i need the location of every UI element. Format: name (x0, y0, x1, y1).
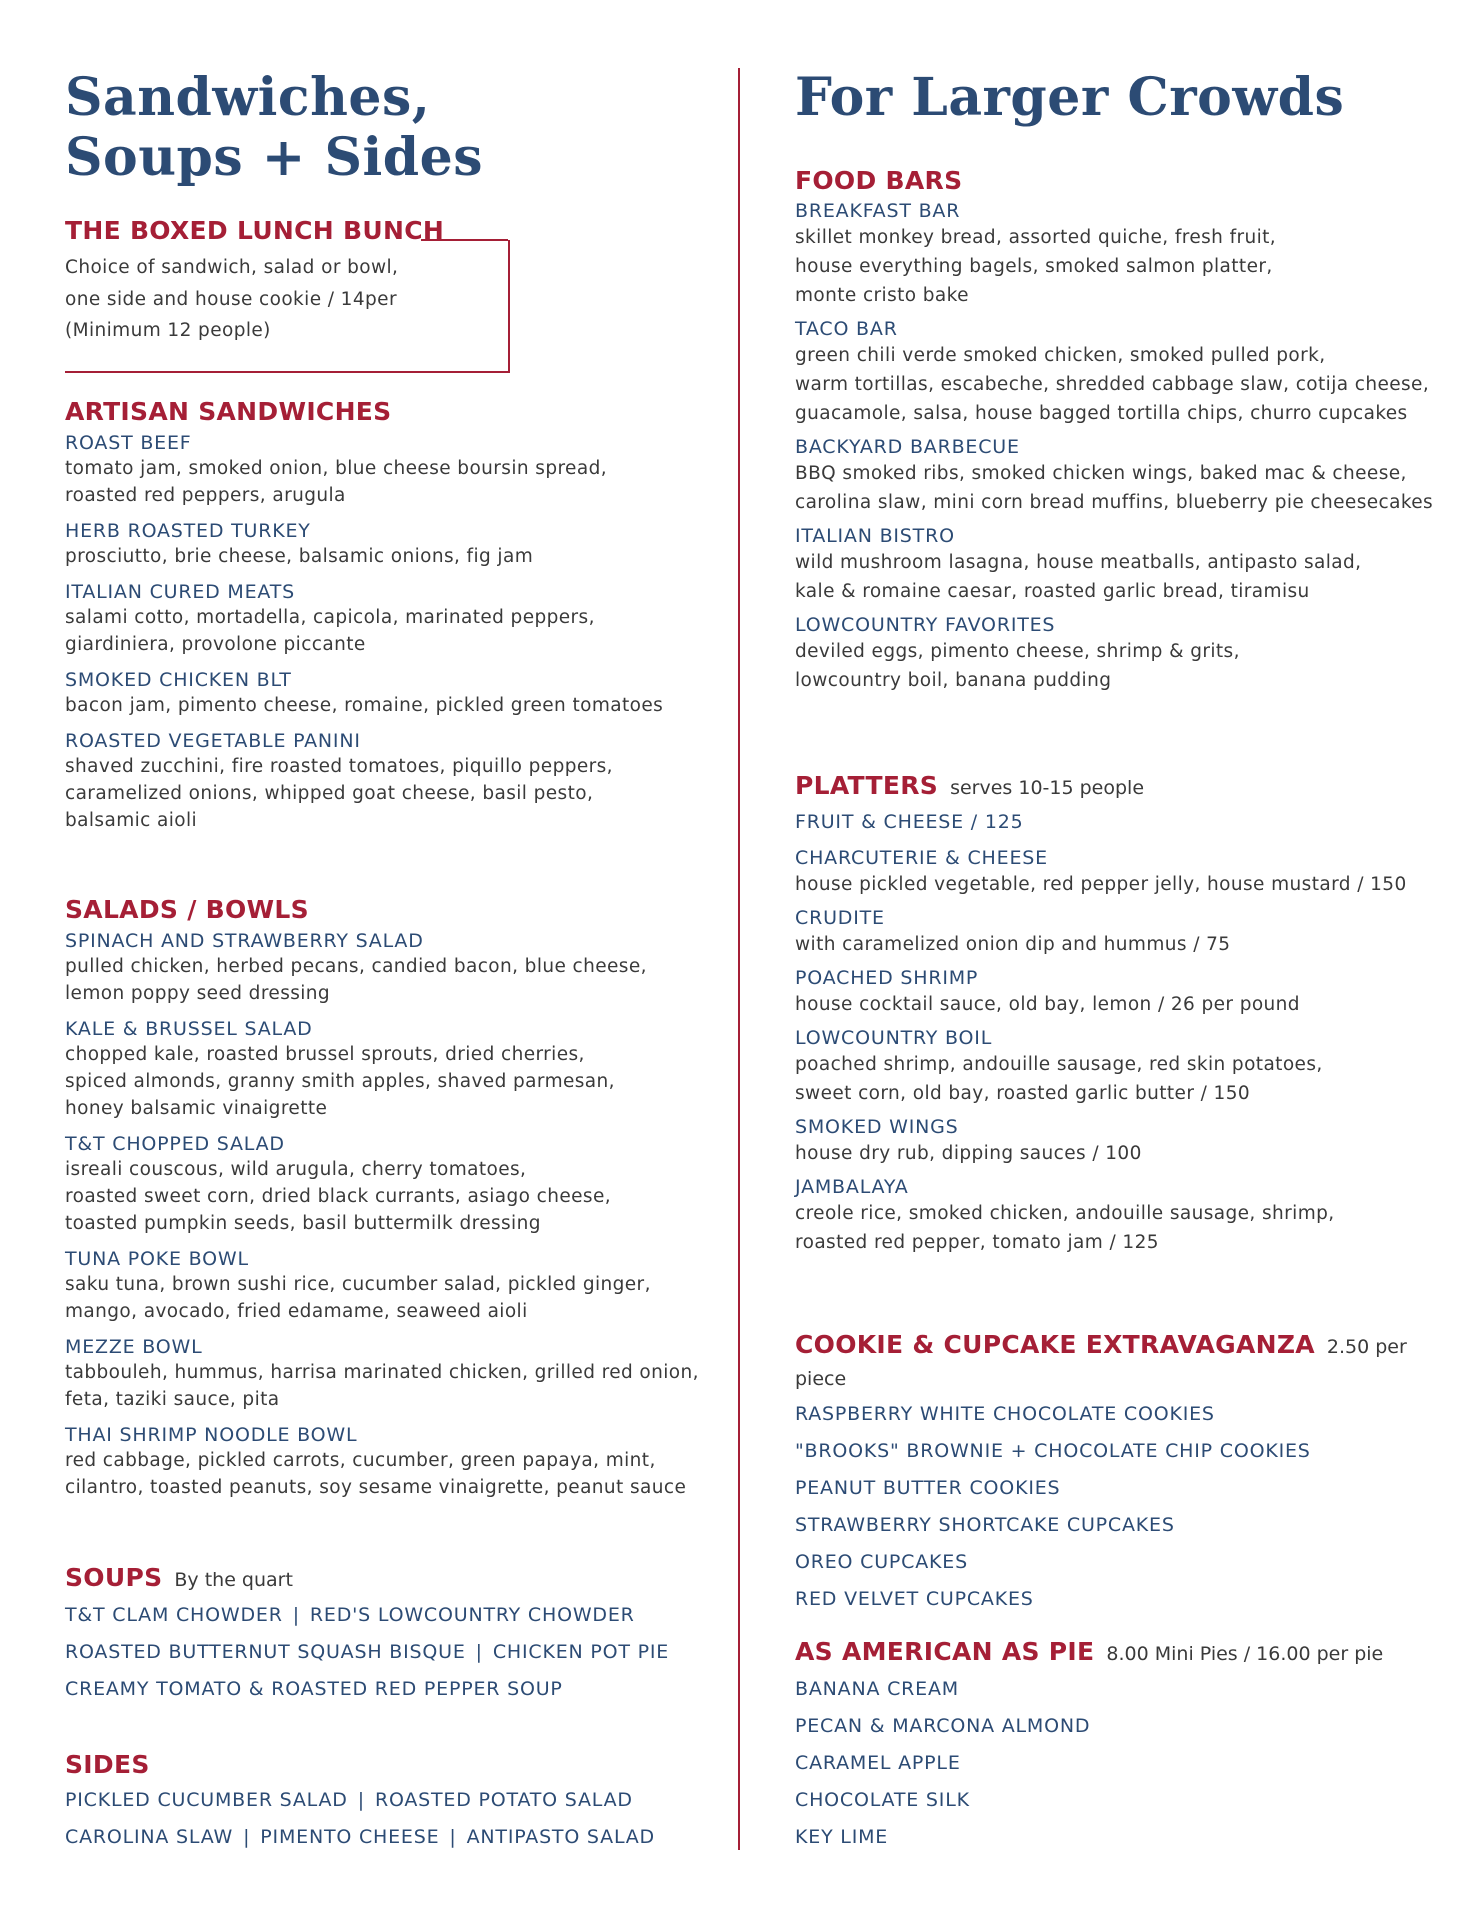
separator: | (475, 1641, 483, 1663)
cookie-item: PEANUT BUTTER COOKIES (795, 1477, 1061, 1499)
item-description: roasted red peppers, arugula (65, 485, 346, 506)
page-title-right (795, 68, 1344, 128)
menu-item (795, 1115, 1407, 1168)
item-description: kale & romaine caesar, roasted garlic bread, tiramisu (795, 581, 1310, 602)
item-name: ROASTED VEGETABLE PANINI (65, 730, 361, 752)
menu-item (65, 668, 663, 719)
soups-line (65, 1597, 669, 1634)
menu-item (65, 519, 663, 570)
menu-item (795, 810, 1407, 834)
artisan-sandwiches-heading: ARTISAN SANDWICHES (65, 397, 392, 426)
menu-item (65, 929, 699, 1007)
boxed-lunch-line: (Minimum 12 people) (65, 320, 271, 341)
item-description: BBQ smoked ribs, smoked chicken wings, baked mac & cheese, (795, 463, 1407, 484)
side-item: PICKLED CUCUMBER SALAD (65, 1789, 348, 1811)
item-description: creole rice, smoked chicken, andouille sausage, shrimp, (795, 1203, 1335, 1224)
platters-note: serves 10-15 people (950, 777, 1145, 799)
item-description: feta, taziki sauce, pita (65, 1389, 280, 1410)
sides-line (65, 1782, 655, 1819)
pies-heading: AS AMERICAN AS PIE (795, 1637, 1095, 1666)
item-description: giardiniera, provolone piccante (65, 634, 366, 655)
cookies-section (795, 1330, 1455, 1618)
item-description: salami cotto, mortadella, capicola, marinated peppers, (65, 607, 595, 628)
item-description: house everything bagels, smoked salmon platter, (795, 256, 1273, 277)
platters-section (795, 771, 1407, 1257)
pie-item: CHOCOLATE SILK (795, 1789, 970, 1811)
pies-note: 8.00 Mini Pies / 16.00 per pie (1106, 1643, 1384, 1665)
item-description: toasted pumpkin seeds, basil buttermilk dressing (65, 1213, 541, 1234)
soups-heading: SOUPS (65, 1563, 163, 1592)
item-description: tomato jam, smoked onion, blue cheese boursin spread, (65, 458, 607, 479)
item-description: house cocktail sauce, old bay, lemon / 26 per pound (795, 994, 1300, 1015)
item-name: BACKYARD BARBECUE (795, 436, 1020, 458)
item-description: monte cristo bake (795, 285, 969, 306)
item-description: bacon jam, pimento cheese, romaine, pickled green tomatoes (65, 695, 664, 716)
separator: | (243, 1826, 251, 1848)
salads-bowls-section (65, 895, 699, 1501)
cookie-item: OREO CUPCAKES (795, 1551, 968, 1573)
menu-item (65, 729, 663, 834)
item-name: POACHED SHRIMP (795, 967, 979, 989)
soups-section (65, 1563, 669, 1708)
soup-item: CREAMY TOMATO & ROASTED RED PEPPER SOUP (65, 1678, 563, 1700)
soup-item: CHICKEN POT PIE (492, 1641, 670, 1663)
item-name: SMOKED WINGS (795, 1116, 959, 1138)
item-name: T&T CHOPPED SALAD (65, 1133, 285, 1155)
side-item: PIMENTO CHEESE (260, 1826, 440, 1848)
menu-item (795, 906, 1407, 959)
item-description: green chili verde smoked chicken, smoked pulled pork, (795, 345, 1326, 366)
item-name: FRUIT & CHEESE / 125 (795, 811, 1024, 833)
item-name: KALE & BRUSSEL SALAD (65, 1018, 313, 1040)
soup-item: RED'S LOWCOUNTRY CHOWDER (309, 1604, 635, 1626)
menu-item (795, 524, 1433, 606)
item-name: LOWCOUNTRY FAVORITES (795, 614, 1056, 636)
item-description: spiced almonds, granny smith apples, shaved parmesan, (65, 1071, 615, 1092)
item-description: wild mushroom lasagna, house meatballs, antipasto salad, (795, 552, 1362, 573)
item-name: JAMBALAYA (795, 1176, 909, 1198)
boxed-lunch-line: Choice of sandwich, salad or bowl, (65, 257, 399, 278)
cookies-heading: COOKIE & CUPCAKE EXTRAVAGANZA (795, 1330, 1315, 1359)
separator: | (449, 1826, 457, 1848)
item-name: SPINACH AND STRAWBERRY SALAD (65, 930, 424, 952)
item-name: TACO BAR (795, 318, 898, 340)
menu-item (795, 613, 1433, 695)
item-description: saku tuna, brown sushi rice, cucumber salad, pickled ginger, (65, 1274, 651, 1295)
boxed-lunch-line: one side and house cookie / 14per (65, 288, 397, 310)
column-divider (738, 68, 740, 1850)
item-description: guacamole, salsa, house bagged tortilla chips, churro cupcakes (795, 403, 1408, 424)
side-item: ROASTED POTATO SALAD (374, 1789, 633, 1811)
menu-item (795, 199, 1433, 310)
menu-item (65, 580, 663, 658)
cookies-note: 2.50 per piece (795, 1336, 1407, 1390)
side-item: CAROLINA SLAW (65, 1826, 234, 1848)
item-name: ITALIAN CURED MEATS (65, 581, 296, 603)
item-description: house pickled vegetable, red pepper jelly, house mustard / 150 (795, 874, 1407, 895)
item-description: roasted sweet corn, dried black currants, asiago cheese, (65, 1186, 612, 1207)
item-description: shaved zucchini, fire roasted tomatoes, piquillo peppers, (65, 756, 613, 777)
menu-item (65, 1423, 699, 1501)
item-description: lemon poppy seed dressing (65, 983, 331, 1004)
item-description: red cabbage, pickled carrots, cucumber, green papaya, mint, (65, 1450, 656, 1471)
soups-note: By the quart (174, 1569, 293, 1591)
boxed-lunch-section (65, 216, 444, 347)
menu-item (65, 1132, 699, 1237)
soups-line (65, 1634, 669, 1671)
item-description: tabbouleh, hummus, harrisa marinated chicken, grilled red onion, (65, 1362, 699, 1383)
title: For Larger Crowds (795, 67, 1345, 128)
pie-item: PECAN & MARCONA ALMOND (795, 1715, 1091, 1737)
item-description: chopped kale, roasted brussel sprouts, dried cherries, (65, 1044, 585, 1065)
menu-item (65, 1247, 699, 1325)
menu-item (795, 1175, 1407, 1257)
sides-heading: SIDES (65, 1750, 150, 1779)
item-description: caramelized onions, whipped goat cheese, basil pesto, (65, 783, 594, 804)
menu-item (65, 1335, 699, 1413)
item-name: CRUDITE (795, 907, 885, 929)
pie-item: BANANA CREAM (795, 1678, 959, 1700)
item-description: roasted red pepper, tomato jam / 125 (795, 1232, 1159, 1253)
item-name: THAI SHRIMP NOODLE BOWL (65, 1424, 358, 1446)
item-description: honey balsamic vinaigrette (65, 1098, 328, 1119)
artisan-sandwiches-section (65, 397, 663, 834)
cookie-item: "BROOKS" BROWNIE + CHOCOLATE CHIP COOKIES (795, 1440, 1311, 1462)
item-description: deviled eggs, pimento cheese, shrimp & grits, (795, 641, 1240, 662)
menu-item (65, 1017, 699, 1122)
page-title-left (65, 68, 483, 188)
platters-heading: PLATTERS (795, 771, 939, 800)
menu-item (795, 966, 1407, 1019)
menu-item (795, 846, 1407, 899)
item-description: prosciutto, brie cheese, balsamic onions, fig jam (65, 546, 534, 567)
cookie-item: RED VELVET CUPCAKES (795, 1588, 1034, 1610)
item-name: BREAKFAST BAR (795, 200, 961, 222)
sides-line (65, 1819, 655, 1856)
item-name: SMOKED CHICKEN BLT (65, 669, 292, 691)
item-description: house dry rub, dipping sauces / 100 (795, 1143, 1142, 1164)
item-description: carolina slaw, mini corn bread muffins, blueberry pie cheesecakes (795, 492, 1434, 513)
item-name: TUNA POKE BOWL (65, 1248, 249, 1270)
item-name: ROAST BEEF (65, 432, 192, 454)
food-bars-section (795, 166, 1433, 695)
salads-bowls-heading: SALADS / BOWLS (65, 895, 309, 924)
title-line-2: Soups + Sides (65, 127, 483, 188)
soup-item: ROASTED BUTTERNUT SQUASH BISQUE (65, 1641, 466, 1663)
side-item: ANTIPASTO SALAD (466, 1826, 655, 1848)
item-description: balsamic aioli (65, 810, 198, 831)
cookie-item: STRAWBERRY SHORTCAKE CUPCAKES (795, 1514, 1175, 1536)
item-description: with caramelized onion dip and hummus / 75 (795, 934, 1231, 955)
menu-item (795, 435, 1433, 517)
food-bars-heading: FOOD BARS (795, 166, 963, 195)
item-name: ITALIAN BISTRO (795, 525, 955, 547)
item-description: sweet corn, old bay, roasted garlic butter / 150 (795, 1083, 1251, 1104)
item-description: poached shrimp, andouille sausage, red skin potatoes, (795, 1054, 1323, 1075)
boxed-lunch-heading: THE BOXED LUNCH BUNCH (65, 216, 445, 245)
item-description: lowcountry boil, banana pudding (795, 670, 1112, 691)
separator: | (292, 1604, 300, 1626)
menu-item (795, 1026, 1407, 1108)
sides-section (65, 1750, 655, 1856)
separator: | (357, 1789, 365, 1811)
item-description: mango, avocado, fried edamame, seaweed aioli (65, 1301, 528, 1322)
soups-line (65, 1671, 669, 1708)
item-name: CHARCUTERIE & CHEESE (795, 847, 1048, 869)
item-description: skillet monkey bread, assorted quiche, fresh fruit, (795, 227, 1277, 248)
pie-item: KEY LIME (795, 1826, 889, 1848)
menu-item (65, 431, 663, 509)
cookie-item: RASPBERRY WHITE CHOCOLATE COOKIES (795, 1403, 1215, 1425)
item-description: warm tortillas, escabeche, shredded cabbage slaw, cotija cheese, (795, 374, 1430, 395)
soup-item: T&T CLAM CHOWDER (65, 1604, 283, 1626)
item-name: MEZZE BOWL (65, 1336, 203, 1358)
item-name: HERB ROASTED TURKEY (65, 520, 311, 542)
item-description: pulled chicken, herbed pecans, candied bacon, blue cheese, (65, 956, 647, 977)
pie-item: CARAMEL APPLE (795, 1752, 961, 1774)
title-line-1: Sandwiches, (65, 67, 431, 128)
menu-item (795, 317, 1433, 428)
item-description: isreali couscous, wild arugula, cherry tomatoes, (65, 1159, 527, 1180)
pies-section (795, 1637, 1383, 1856)
item-description: cilantro, toasted peanuts, soy sesame vinaigrette, peanut sauce (65, 1477, 687, 1498)
item-name: LOWCOUNTRY BOIL (795, 1027, 993, 1049)
